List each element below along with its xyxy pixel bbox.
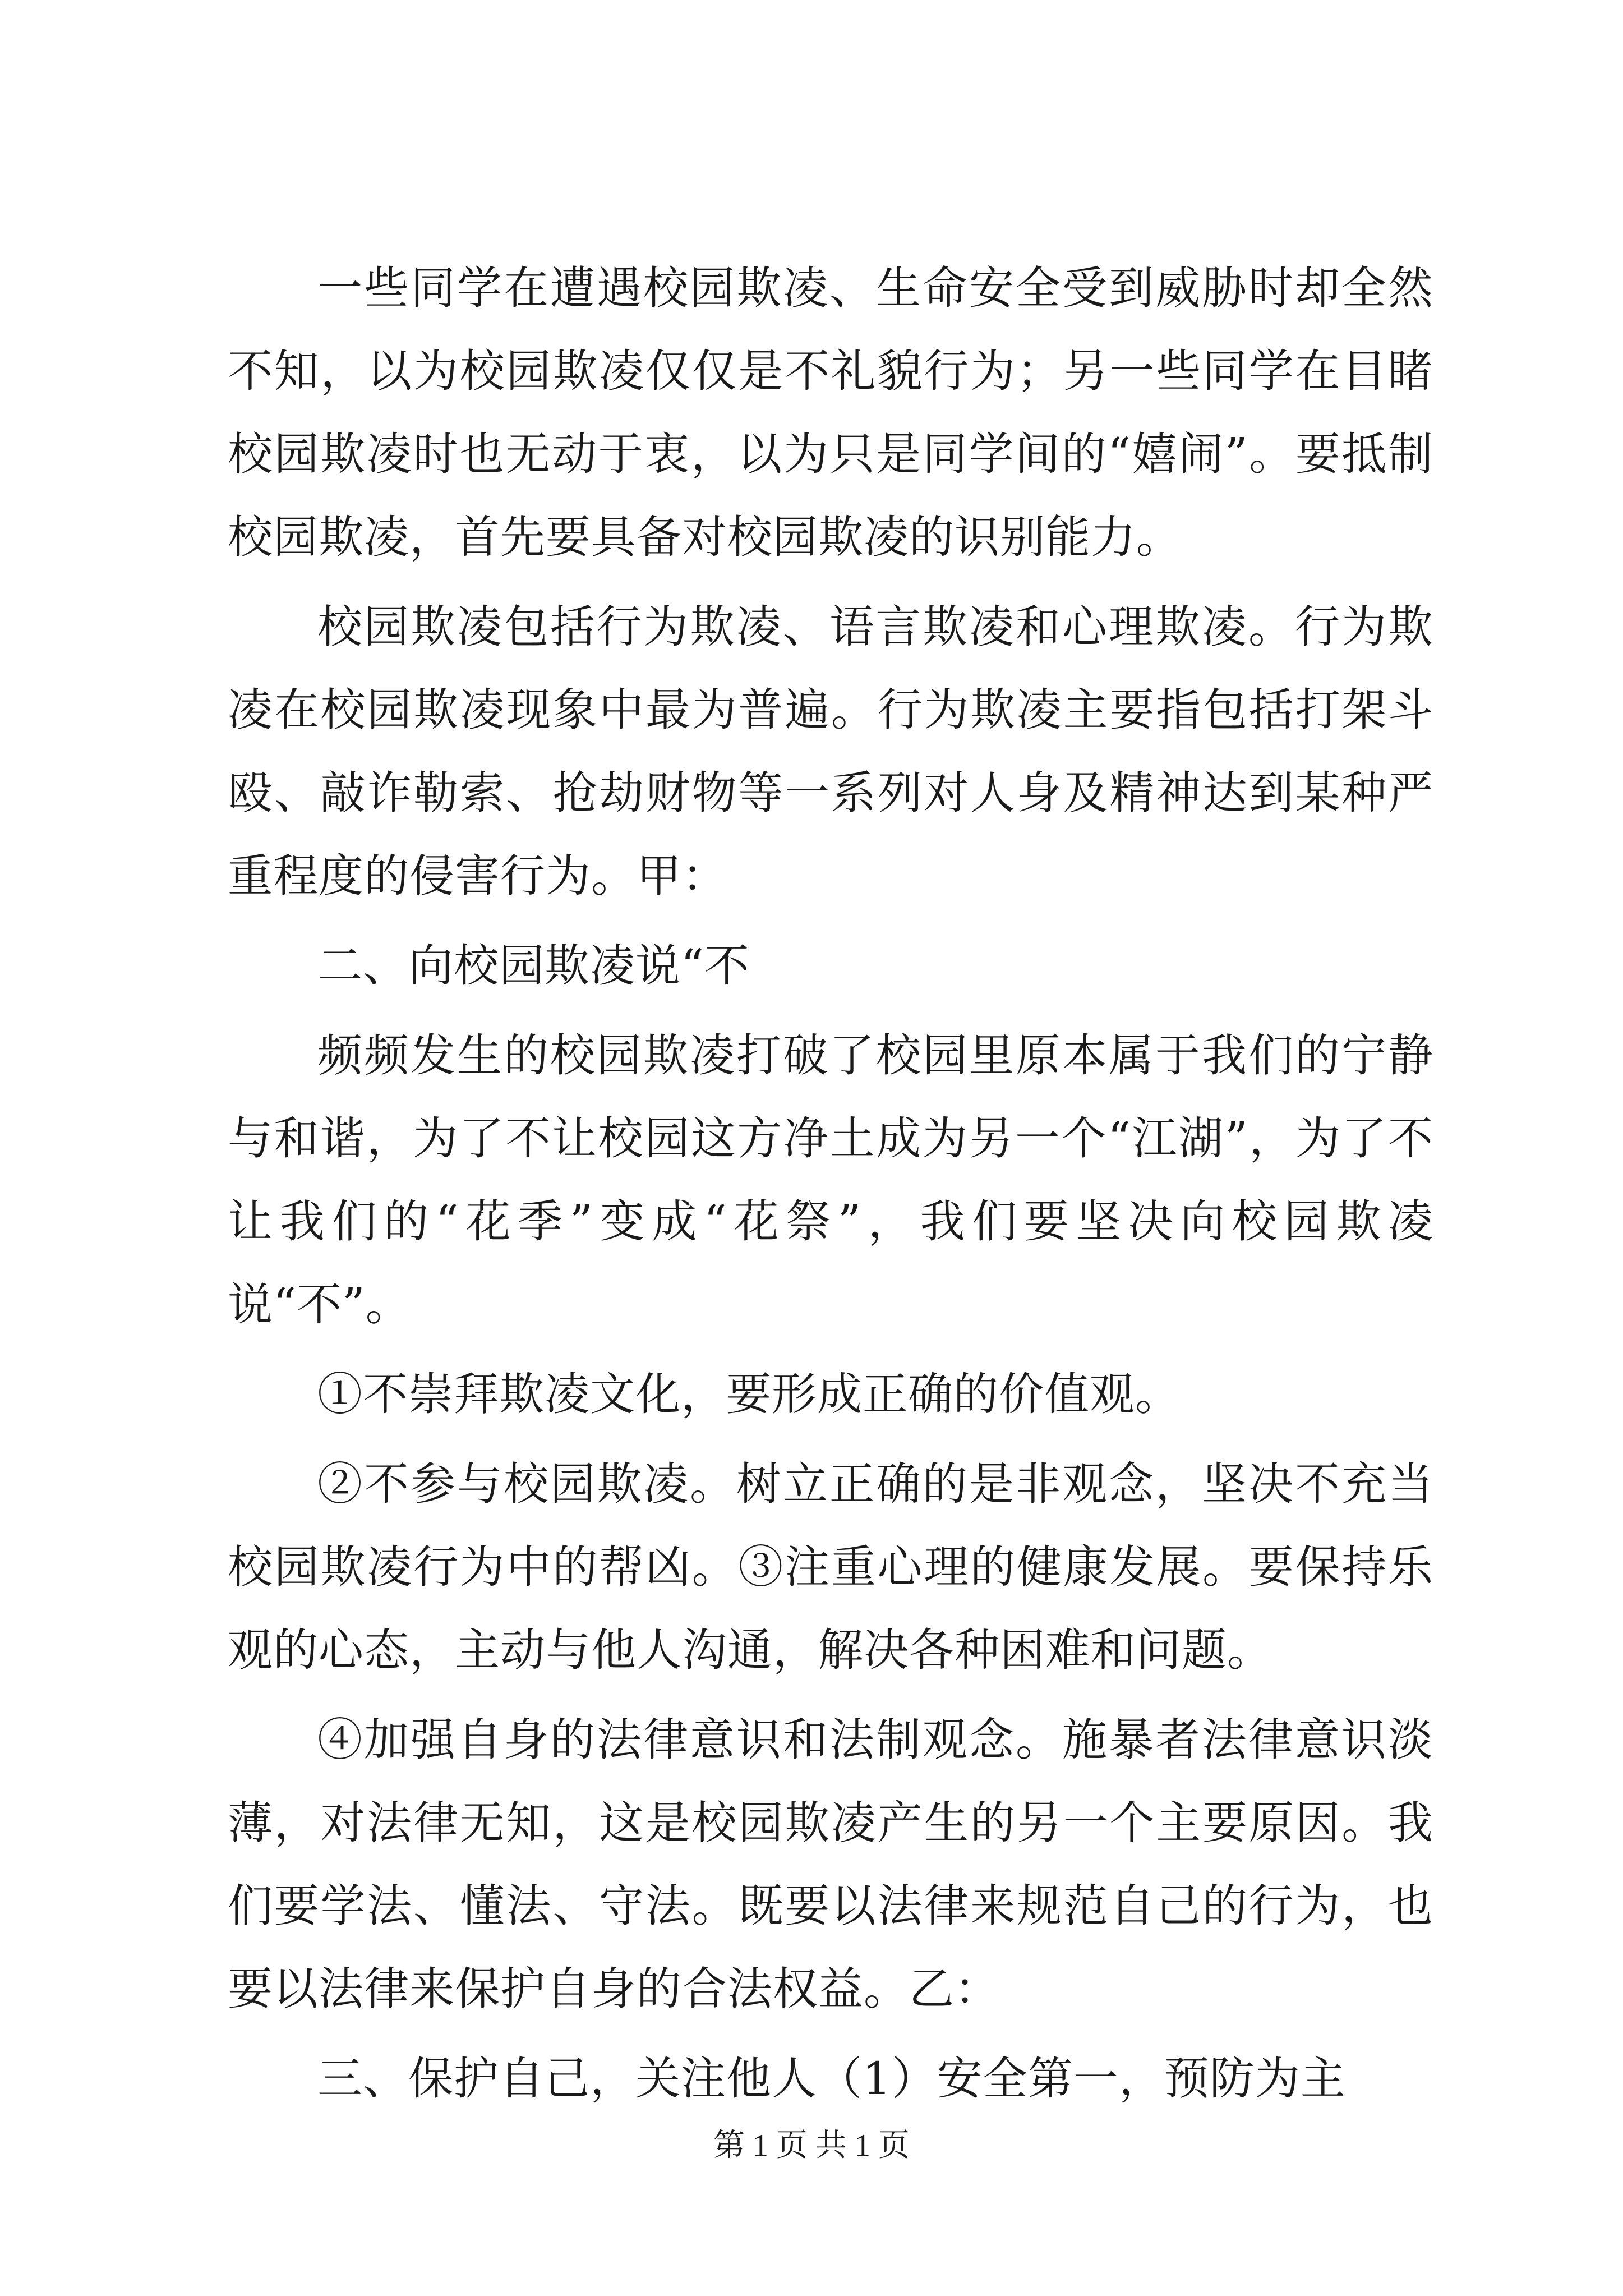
paragraph-2: 校园欺凌包括行为欺凌、语言欺凌和心理欺凌。行为欺凌在校园欺凌现象中最为普遍。行为欺凌主要指包括打架斗殴、敲诈勒索、抢劫财物等一系列对人身及精神达到某种严重程度的侵害行为。甲：	[228, 601, 1433, 902]
list-item-1: ①不崇拜欺凌文化，要形成正确的价值观。	[317, 1368, 1181, 1420]
document-body	[228, 247, 1433, 2127]
paragraph-1: 一些同学在遭遇校园欺凌、生命安全受到威胁时却全然不知，以为校园欺凌仅仅是不礼貌行为；另一些同学在目睹校园欺凌时也无动于衷，以为只是同学间的“嬉闹”。要抵制校园欺凌，首先要具备对校园欺凌的识别能力。	[228, 262, 1433, 563]
section-heading-2: 二、向校园欺凌说“不	[317, 940, 750, 992]
list-item-2: ②不参与校园欺凌。树立正确的是非观念，坚决不充当校园欺凌行为中的帮凶。③注重心理的健康发展。要保持乐观的心态，主动与他人沟通，解决各种困难和问题。	[228, 1458, 1433, 1676]
page-footer: 第 1 页 共 1 页	[713, 2128, 910, 2163]
section-heading-3: 三、保护自己，关注他人（1）安全第一，预防为主	[317, 2053, 1346, 2105]
list-item-4: ④加强自身的法律意识和法制观念。施暴者法律意识淡薄，对法律无知，这是校园欺凌产生的另一个主要原因。我们要学法、懂法、守法。既要以法律来规范自己的行为，也要以法律来保护自身的合法权益。乙：	[228, 1714, 1433, 2015]
paragraph-3: 频频发生的校园欺凌打破了校园里原本属于我们的宁静与和谐，为了不让校园这方净土成为另一个“江湖”，为了不让我们的“花季”变成“花祭”，我们要坚决向校园欺凌说“不”。	[228, 1029, 1433, 1331]
